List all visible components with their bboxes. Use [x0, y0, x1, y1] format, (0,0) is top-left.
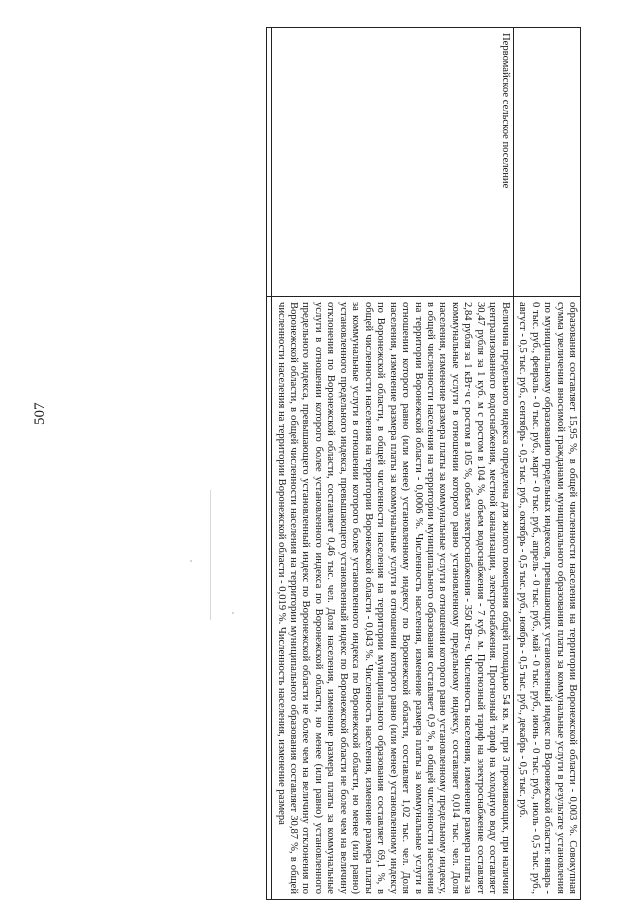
- scan-artifact-dot: [232, 612, 234, 614]
- page-number: 507: [32, 402, 48, 425]
- description-cell: [267, 297, 272, 900]
- description-cell: Величина предельного индекса определена для жилого помещения общей площадью 54 кв. м, при 3 проживающих, при наличии централизованного водоснабжения, местной канализации, электроснабжения. Прогнозный тариф на холодную воду составляет 30,47 рубля за 1 куб. м с ростом в 104 %, объем водоснабжения - 7 куб. м. Прогнозный тариф на электроснабжение составляет 2,84 рубля за 1 кВт·ч с ростом в 105 %, объем электроснабжения - 350 кВт·ч. Численность населения, изменение размера платы за коммунальные услуги в отношении которого равно установленному предельному индексу, составляет 0,014 тыс. чел. Доля населения, изменение размера платы за коммунальные услуги в отношении которого равно установленному предельному индексу, в общей численности населения на территории муниципального образования составляет 0,9 %, в общей численности населения на территории Воронежской области - 0,0006 %. Численность населения, изменение размера платы за коммунальные услуги в отношении которого равно (или менее) установленному индексу по Воронежской области, составляет 1,02 тыс. чел. Доля населения, изменение размера платы за коммунальные услуги в отношении которого равно (или менее) установленному индексу по Воронежской области, в общей численности населения на территории муниципального образования составляет 69,1 %, в общей численности населения на территории Воронежской области - 0,043 %. Численность населения, изменение размера платы за коммунальные услуги в отношении которого более установленного индекса по Воронежской области, но менее (или равно) установленного предельного индекса, превышающего установленный индекс по Воронежской области не более чем на величину отклонения по Воронежской области, составляет 0,46 тыс. чел. Доля населения, изменение размера платы за коммунальные услуги в отношении которого более установленного индекса по Воронежской области, но менее (или равно) установленного предельного индекса, превышающего установленный индекс по Воронежской области не более чем на величину отклонения по Воронежской области, в общей численности населения на территории муниципального образования составляет 30,87 %, в общей численности населения на территории Воронежской области - 0,019 %. Численность населения, изменение размера: [272, 297, 514, 900]
- indices-table: [266, 27, 581, 900]
- scan-artifact-dot: [190, 560, 192, 562]
- table-row: [513, 28, 580, 900]
- table-row: [272, 28, 514, 900]
- document-page-rotated: [171, 27, 581, 894]
- description-cell: образования составляет 15,95 %, в общей численности населения на территории Воронежской области - 0,003 %. Совокупная сумма увеличения вносимой гражданами муниципального образования платы за коммунальные услуги в результате установления по муниципальному образованию предельных индексов, превышающих установленный индекс по Воронежской области: январь - 0 тыс. руб., февраль - 0 тыс. руб., март - 0 тыс. руб., апрель - 0 тыс. руб., май - 0 тыс. руб., июнь - 0 тыс. руб., июль - 0,5 тыс. руб., август - 0,5 тыс. руб., сентябрь - 0,5 тыс. руб., октябрь - 0,5 тыс. руб., ноябрь - 0,5 тыс. руб., декабрь - 0,5 тыс. руб.: [513, 297, 580, 900]
- municipality-name-cell: [513, 28, 580, 297]
- municipality-name-cell: Первомайское сельское поселение: [272, 28, 514, 297]
- table-row: [267, 28, 272, 900]
- scan-artifact-line: [210, 490, 211, 620]
- municipality-name-cell: [267, 28, 272, 297]
